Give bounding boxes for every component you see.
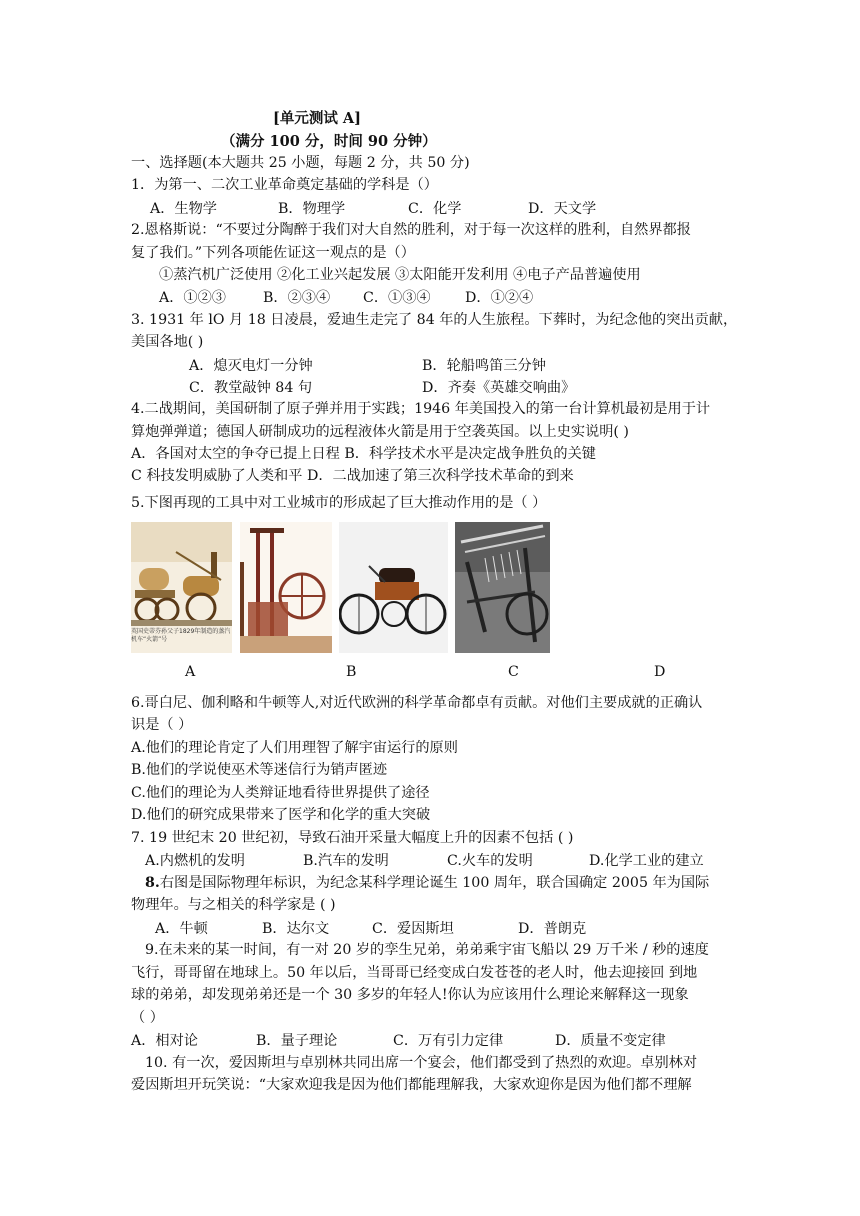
q7-option-a: A.内燃机的发明 xyxy=(145,853,245,869)
q2-stem-line1: 2.恩格斯说：“不要过分陶醉于我们对大自然的胜利，对于每一次这样的胜利，自然界都报 xyxy=(131,222,691,238)
q6-option-d: D.他们的研究成果带来了医学和化学的重大突破 xyxy=(131,807,431,823)
q4-options-line1: A．各国对太空的争夺已提上日程 B．科学技术水平是决定战争胜负的关键 xyxy=(131,446,596,462)
q6-option-a: A.他们的理论肯定了人们用理智了解宇宙运行的原则 xyxy=(131,740,458,756)
q9-stem-line4: （ ） xyxy=(131,1010,164,1026)
q8-option-d: D．普朗克 xyxy=(518,921,587,937)
q7-option-b: B.汽车的发明 xyxy=(303,853,389,869)
q2-option-d: D．①②④ xyxy=(465,290,534,306)
q9-option-d: D．质量不变定律 xyxy=(555,1033,666,1049)
q10-stem-line2: 爱因斯坦开玩笑说：“大家欢迎我是因为他们都能理解我，大家欢迎你是因为他们都不理解 xyxy=(131,1077,692,1093)
test-subtitle: （满分 100 分，时间 90 分钟） xyxy=(221,133,437,150)
q7-option-d: D.化学工业的建立 xyxy=(589,853,704,869)
q3-option-d: D．齐奏《英雄交响曲》 xyxy=(422,380,576,396)
q8-stem-line2: 物理年。与之相关的科学家是 ( ) xyxy=(131,897,336,913)
test-title: [单元测试 A] xyxy=(273,110,362,127)
q9-option-a: A．相对论 xyxy=(131,1033,198,1049)
q8-option-b: B．达尔文 xyxy=(262,921,330,937)
q7-stem: 7. 19 世纪末 20 世纪初，导致石油开采量大幅度上升的因素不包括 ( ) xyxy=(131,830,574,846)
image-a-caption: 英国史蒂芬孙父子1829年制造的蒸汽机车“火箭”号 xyxy=(131,628,231,643)
q4-options-line2: C 科技发明威胁了人类和平 D．二战加速了第三次科学技术革命的到来 xyxy=(131,468,574,484)
q9-stem-line3: 球的弟弟，却发现弟弟还是一个 30 多岁的年轻人!你认为应该用什么理论来解释这一现象 xyxy=(131,987,689,1003)
q1-option-d: D．天文学 xyxy=(528,201,597,217)
q8-number: 8. xyxy=(145,875,160,891)
q2-stem-line2: 复了我们。”下列各项能佐证这一观点的是（） xyxy=(131,245,415,261)
q2-option-c: C．①③④ xyxy=(363,290,431,306)
section-heading: 一、选择题(本大题共 25 小题，每题 2 分，共 50 分) xyxy=(131,155,470,171)
image-label-b: B xyxy=(346,664,357,680)
q9-stem-line2: 飞行，哥哥留在地球上。50 年以后，当哥哥已经变成白发苍苍的老人时，他去迎接回 到地 xyxy=(131,965,698,981)
image-a-locomotive xyxy=(131,522,232,653)
q2-items: ①蒸汽机广泛使用 ②化工业兴起发展 ③太阳能开发利用 ④电子产品普遍使用 xyxy=(159,267,641,283)
q8-option-a: A．牛顿 xyxy=(155,921,208,937)
q3-stem-line1: 3. 1931 年 lO 月 18 日凌晨，爱迪生走完了 84 年的人生旅程。下葬时，为纪念他的突出贡献， xyxy=(131,312,738,328)
image-label-c: C xyxy=(508,664,519,680)
q7-option-c: C.火车的发明 xyxy=(447,853,533,869)
q1-option-b: B．物理学 xyxy=(278,201,346,217)
q3-option-a: A．熄灭电灯一分钟 xyxy=(189,358,313,374)
q3-option-b: B．轮船鸣笛三分钟 xyxy=(422,358,546,374)
q6-option-b: B.他们的学说使巫术等迷信行为销声匿迹 xyxy=(131,762,388,778)
q9-option-c: C．万有引力定律 xyxy=(393,1033,504,1049)
q3-stem-line2: 美国各地( ) xyxy=(131,334,204,350)
q1-option-a: A．生物学 xyxy=(150,201,217,217)
q6-option-c: C.他们的理论为人类辩证地看待世界提供了途径 xyxy=(131,785,430,801)
q6-stem-line1: 6.哥白尼、伽利略和牛顿等人,对近代欧洲的科学革命都卓有贡献。对他们主要成就的正确认 xyxy=(131,695,703,711)
q2-option-b: B．②③④ xyxy=(263,290,331,306)
q6-stem-line2: 识是（ ） xyxy=(131,717,193,733)
image-label-d: D xyxy=(654,664,666,680)
image-label-a: A xyxy=(185,664,196,680)
image-b-steam-engine xyxy=(240,522,332,653)
q1-stem: 1．为第一、二次工业革命奠定基础的学科是（） xyxy=(131,177,438,193)
q4-stem-line2: 算炮弹弹道；德国人研制成功的远程液体火箭是用于空袭英国。以上史实说明( ) xyxy=(131,424,629,440)
q1-option-c: C．化学 xyxy=(408,201,462,217)
q5-stem: 5.下图再现的工具中对工业城市的形成起了巨大推动作用的是（ ） xyxy=(131,495,547,511)
q8-stem-line1 xyxy=(145,873,709,893)
q9-stem-line1: 9.在未来的某一时间，有一对 20 岁的孪生兄弟，弟弟乘宇宙飞船以 29 万千米 / 秒的速度 xyxy=(145,942,709,958)
q3-option-c: C．教堂敲钟 84 句 xyxy=(189,380,313,396)
q9-option-b: B．量子理论 xyxy=(256,1033,338,1049)
q10-stem-line1: 10. 有一次，爱因斯坦与卓别林共同出席一个宴会，他们都受到了热烈的欢迎。卓别林对 xyxy=(145,1055,698,1071)
image-c-automobile xyxy=(339,522,448,653)
q8-option-c: C．爱因斯坦 xyxy=(372,921,454,937)
q4-stem-line1: 4.二战期间，美国研制了原子弹并用于实践；1946 年美国投入的第一台计算机最初是用于计 xyxy=(131,401,711,417)
q2-option-a: A．①②③ xyxy=(159,290,226,306)
q8-stem-text: 右图是国际物理年标识，为纪念某科学理论诞生 100 周年，联合国确定 2005 年为国际 xyxy=(159,875,710,891)
image-d-spinning-machine xyxy=(455,522,550,653)
